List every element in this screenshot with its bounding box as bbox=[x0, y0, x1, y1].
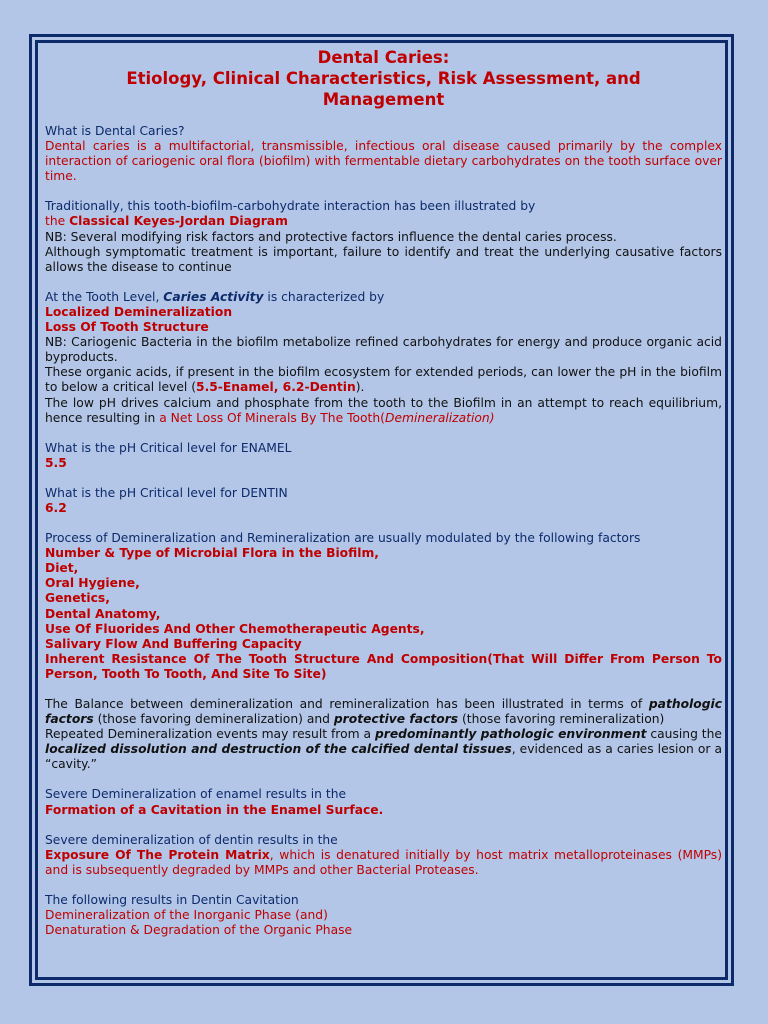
activity-intro-b: Caries Activity bbox=[163, 289, 264, 304]
activity-intro-a: At the Tooth Level, bbox=[45, 289, 164, 304]
balance-a3: (those favoring demineralization) and bbox=[93, 712, 334, 727]
balance-paragraph bbox=[45, 697, 722, 727]
page-title bbox=[45, 47, 722, 110]
question-enamel-ph: What is the pH Critical level for ENAMEL bbox=[45, 440, 292, 455]
keyes-diagram-line bbox=[45, 214, 722, 229]
balance-a4: protective factors bbox=[333, 712, 459, 727]
nb-bacteria: NB: Cariogenic Bacteria in the biofilm metabolize refined carbohydrates for energy and produce organic acid byproducts. bbox=[45, 335, 722, 365]
answer-dentin-ph: 6.2 bbox=[45, 500, 67, 515]
enamel-demin-intro: Severe Demineralization of enamel results in the bbox=[45, 787, 347, 802]
title-line-2: Etiology, Clinical Characteristics, Risk Assessment, and bbox=[126, 69, 641, 88]
title-line-3: Management bbox=[322, 90, 445, 109]
answer-enamel-ph: 5.5 bbox=[45, 455, 67, 470]
lowph-c: Demineralization) bbox=[384, 410, 495, 425]
organic-acids-paragraph bbox=[45, 365, 722, 395]
dentin-cavitation-item-2: Denaturation & Degradation of the Organic Phase bbox=[45, 923, 353, 938]
definition-caries: Dental caries is a multifactorial, transmissible, infectious oral disease caused primarily by the complex interaction of cariogenic oral flora (biofilm) with fermentable dietary carbohydrates on the tooth surface over time. bbox=[45, 139, 722, 184]
question-what-is-caries: What is Dental Caries? bbox=[45, 124, 185, 138]
acids-a: These organic acids, if present in the biofilm ecosystem for extended periods, can lower the pH in the biofilm to below a critical level ( bbox=[45, 365, 722, 395]
activity-item-2: Loss Of Tooth Structure bbox=[45, 320, 209, 335]
dentin-r1: Exposure Of The Protein Matrix bbox=[45, 847, 270, 862]
repeated-b5: , evidenced as a caries lesion or a “cavity.” bbox=[45, 742, 723, 772]
balance-a5: (those favoring remineralization) bbox=[458, 712, 665, 727]
factor-item: Dental Anatomy, bbox=[45, 606, 161, 621]
repeated-b3: causing the bbox=[646, 727, 722, 742]
factor-item: Salivary Flow And Buffering Capacity bbox=[45, 636, 302, 651]
title-line-1: Dental Caries: bbox=[317, 48, 450, 67]
activity-intro-c: is characterized by bbox=[263, 289, 385, 304]
lowph-b: a Net Loss Of Minerals By The Tooth( bbox=[159, 410, 385, 425]
activity-item-1: Localized Demineralization bbox=[45, 304, 233, 319]
dentin-r2: , which is denatured initially by host matrix metalloproteinases (MMPs) and is subsequently degraded by MMPs and other Bacterial Proteases. bbox=[45, 847, 722, 877]
note-treatment: Although symptomatic treatment is important, failure to identify and treat the underlying causative factors allows the disease to continue bbox=[45, 244, 722, 274]
dentin-cavitation-item-1: Demineralization of the Inorganic Phase (and) bbox=[45, 908, 328, 923]
repeated-b4: localized dissolution and destruction of the calcified dental tissues bbox=[45, 742, 512, 757]
lowph-a: The low pH drives calcium and phosphate from the tooth to the Biofilm in an attempt to reach equilibrium, hence resulting in bbox=[45, 395, 722, 425]
enamel-demin-result: Formation of a Cavitation in the Enamel Surface. bbox=[45, 802, 384, 817]
factor-item: Inherent Resistance Of The Tooth Structure And Composition(That Will Differ From Person To Person, Tooth To Tooth, And Site To Site) bbox=[45, 651, 722, 681]
repeated-b1: Repeated Demineralization events may result from a bbox=[45, 727, 375, 742]
question-dentin-ph: What is the pH Critical level for DENTIN bbox=[45, 485, 288, 500]
nb-risk-factors: NB: Several modifying risk factors and protective factors influence the dental caries process. bbox=[45, 229, 617, 244]
factor-item: Use Of Fluorides And Other Chemotherapeutic Agents, bbox=[45, 621, 425, 636]
balance-a2: pathologic factors bbox=[45, 697, 722, 727]
factor-item: Genetics, bbox=[45, 591, 110, 606]
repeated-demin-paragraph bbox=[45, 727, 722, 772]
factor-item: Oral Hygiene, bbox=[45, 576, 140, 591]
keyes-intro: Traditionally, this tooth-biofilm-carbohydrate interaction has been illustrated by bbox=[45, 199, 536, 214]
acids-critical: 5.5-Enamel, 6.2-Dentin bbox=[196, 380, 356, 395]
repeated-b2: predominantly pathologic environment bbox=[374, 727, 647, 742]
dentin-demin-result bbox=[45, 848, 722, 878]
keyes-diagram: Classical Keyes-Jordan Diagram bbox=[69, 214, 288, 229]
keyes-the: the bbox=[45, 214, 70, 229]
dentin-demin-intro: Severe demineralization of dentin results in the bbox=[45, 832, 338, 847]
factors-intro: Process of Demineralization and Remineralization are usually modulated by the following factors bbox=[45, 531, 641, 546]
acids-c: ). bbox=[355, 380, 365, 395]
factor-item: Diet, bbox=[45, 561, 79, 576]
dentin-cavitation-intro: The following results in Dentin Cavitation bbox=[45, 892, 299, 907]
document-body bbox=[45, 47, 722, 938]
balance-a1: The Balance between demineralization and remineralization has been illustrated in terms of bbox=[45, 697, 649, 711]
factor-item: Number & Type of Microbial Flora in the Biofilm, bbox=[45, 546, 379, 561]
caries-activity-intro bbox=[45, 290, 722, 305]
low-ph-paragraph bbox=[45, 396, 722, 426]
